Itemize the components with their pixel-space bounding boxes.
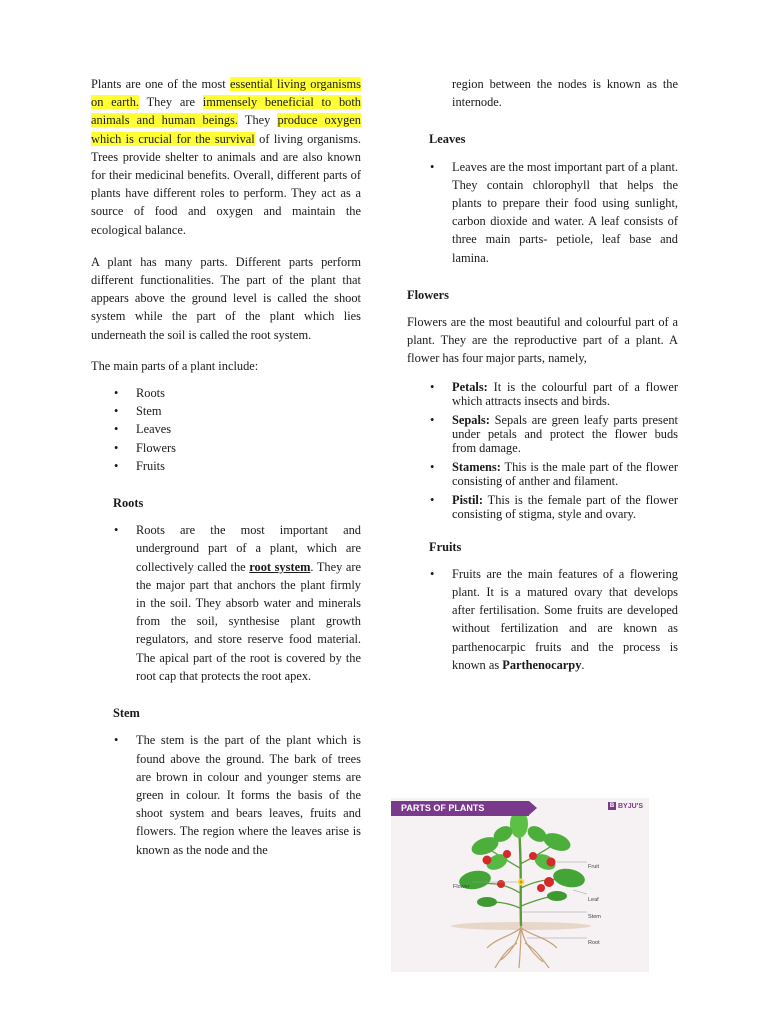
roots-text-2: . They are the major part that anchors the plant firmly in the soil. They absorb water and minerals from the soil, synthesise plant growth regulators, and store reserve food material. The apical part of the root is covered by the root cap that protects the root apex. [136,559,361,683]
roots-text-1: Roots are the most important and underground part of a plant, which are collectively called the [136,523,361,574]
logo-mark-icon: B [609,803,615,809]
intro-text-1: Plants are one of the most [91,77,230,91]
fruits-text-2: . [581,657,585,672]
root-system-term: root system [249,559,311,574]
sepals-text: Sepals are green leafy parts present under petals and protect the flower buds from damage. [452,412,678,455]
petals-text: It is the colourful part of a flower which attracts insects and birds. [452,379,678,408]
flower [518,879,525,886]
main-stem [519,828,521,926]
parts-of-plants-figure [391,798,649,972]
fruits-heading: Fruits [429,539,462,554]
plant-illustration [391,798,649,972]
parts-list [91,384,361,475]
pistil-text: This is the female part of the flower consisting of stigma, style and ovary. [452,492,678,521]
stamens-term: Stamens: [452,459,501,474]
list-item: • Flowers [91,439,361,457]
flower-part-pistil [407,493,678,521]
label-flower: Flower [453,884,470,890]
intro-text-2: They are [139,95,203,110]
fruits-list [407,565,678,674]
highlight-3: produce oxygen which is crucial for the survival [91,113,361,146]
intro-text-4: of living organisms. Trees provide shelter to animals and are also known for their medicinal benefits. Overall, different parts of plants have different roles to perform. They act as a source of food and oxygen and maintain the ecological balance. [91,131,361,237]
flower-part-sepals [407,413,678,455]
stem-heading: Stem [113,706,140,721]
flowers-paragraph: Flowers are the most beautiful and colourful part of a plant. They are the reproductive part of a plant. A flower has four major parts, namely, [407,315,678,366]
flowers-heading: Flowers [407,287,449,302]
list-item: • Stem [91,402,361,420]
stem-list [91,731,361,858]
root-system [487,926,557,968]
highlight-2: immensely beneficial to both animals and human beings. [91,95,361,128]
flower-part-stamens [407,460,678,488]
petals-term: Petals: [452,379,488,394]
parts-intro: The main parts of a plant include: [91,358,259,373]
intro-text-3: They [237,113,278,128]
list-item: • Leaves [91,420,361,438]
leaves-item: • Leaves are the most important part of a plant. They contain chlorophyll that helps the plants to prepare their food using sunlight, carbon dioxide and water. A leaf consists of three main parts- petiole, leaf base and lamina. [407,158,678,267]
fruits-item [407,565,678,674]
roots-item [91,521,361,685]
roots-heading: Roots [113,496,144,511]
stem-continued: region between the nodes is known as the internode. [452,77,678,110]
leaves-heading: Leaves [429,132,466,147]
label-stem: Stem [588,914,601,920]
byjus-logo [608,802,643,811]
flower-part-petals [407,380,678,408]
left-column [91,75,361,859]
label-root: Root [588,940,600,946]
highlight-1: essential living organisms on earth. [91,77,361,110]
intro-paragraph [91,75,361,239]
flower-parts-list [407,380,678,521]
plant-parts-paragraph: A plant has many parts. Different parts perform different functionalities. The part of the plant that appears above the ground level is called the shoot system while the part of the plant which lies underneath the soil is called the root system. [91,254,361,342]
right-column [407,75,678,674]
parthenocarpy-term: Parthenocarpy [502,657,582,672]
figure-banner: PARTS OF PLANTS [391,801,529,816]
roots-list [91,521,361,685]
sepals-term: Sepals: [452,412,490,427]
leaves-list [407,158,678,267]
fruits-text-1: Fruits are the main features of a flowering plant. It is a matured ovary that develops after fertilisation. Some fruits are developed without fertilization and are known as parthenocarpic fruits and the process is known as [452,566,678,672]
list-item: • Fruits [91,457,361,475]
pistil-term: Pistil: [452,492,483,507]
logo-text: BYJU'S [617,802,643,810]
leaves [458,810,587,907]
label-fruit: Fruit [588,864,599,870]
stem-item: • The stem is the part of the plant which is found above the ground. The bark of trees are brown in colour and younger stems are green in colour. It forms the basis of the shoot system and bears leaves, fruits and flowers. The region where the leaves arise is known as the node and the [91,731,361,858]
stamens-text: This is the male part of the flower consisting of anther and filament. [452,459,678,488]
label-leaf: Leaf [588,897,599,903]
list-item: • Roots [91,384,361,402]
